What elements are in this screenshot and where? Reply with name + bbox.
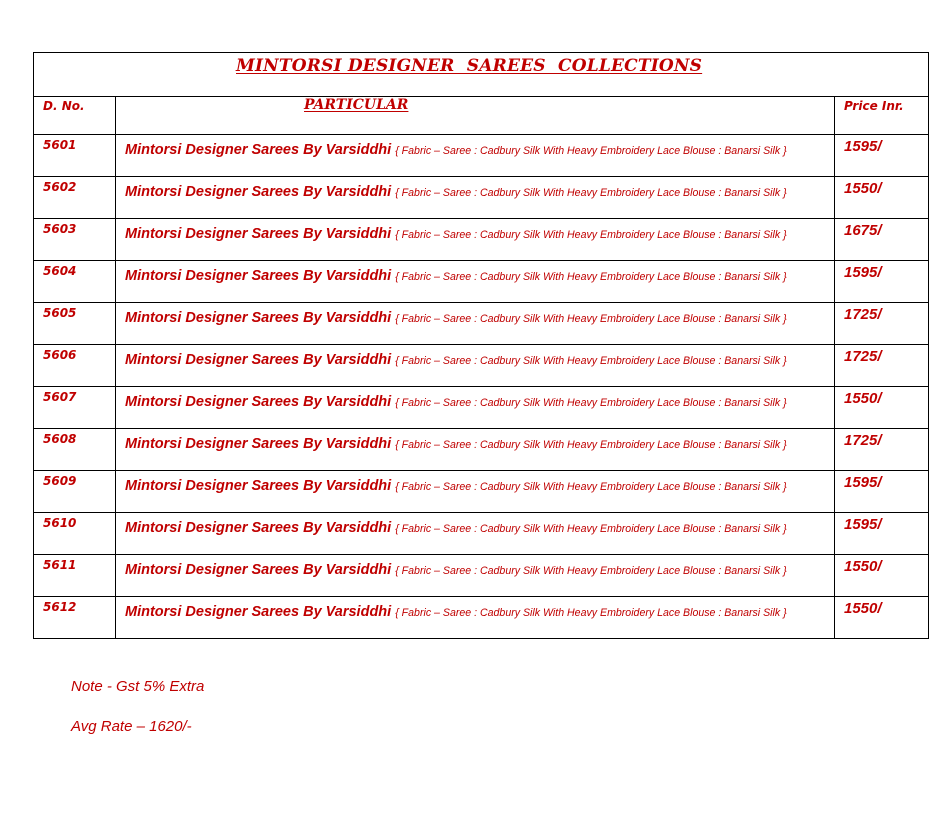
dno-cell [34, 597, 116, 639]
gst-note: Note - Gst 5% Extra [71, 678, 205, 695]
dno-cell [34, 471, 116, 513]
design-number: 5601 [43, 138, 77, 152]
design-number: 5605 [43, 306, 77, 320]
design-number: 5604 [43, 264, 77, 278]
price-value: 1725/ [844, 348, 882, 365]
table-row [34, 513, 929, 555]
dno-cell [34, 177, 116, 219]
dno-cell [34, 219, 116, 261]
particular-cell [116, 135, 835, 177]
fabric-description: { Fabric – Saree : Cadbury Silk With Heavy Embroidery Lace Blouse : Banarsi Silk } [395, 271, 787, 283]
design-number: 5606 [43, 348, 77, 362]
fabric-description: { Fabric – Saree : Cadbury Silk With Heavy Embroidery Lace Blouse : Banarsi Silk } [395, 397, 787, 409]
particular-cell [116, 387, 835, 429]
product-name: Mintorsi Designer Sarees By Varsiddhi [125, 142, 392, 158]
table-row [34, 429, 929, 471]
particular-text [116, 387, 834, 410]
page-title: MINTORSI DESIGNER SAREES COLLECTIONS [236, 56, 703, 76]
particular-cell [116, 555, 835, 597]
price-value: 1550/ [844, 180, 882, 197]
header-cell-dno [34, 97, 116, 135]
fabric-description: { Fabric – Saree : Cadbury Silk With Heavy Embroidery Lace Blouse : Banarsi Silk } [395, 439, 787, 451]
fabric-description: { Fabric – Saree : Cadbury Silk With Heavy Embroidery Lace Blouse : Banarsi Silk } [395, 229, 787, 241]
particular-cell [116, 429, 835, 471]
table-row [34, 555, 929, 597]
fabric-description: { Fabric – Saree : Cadbury Silk With Heavy Embroidery Lace Blouse : Banarsi Silk } [395, 607, 787, 619]
table-row [34, 219, 929, 261]
header-cell-price [835, 97, 929, 135]
product-name: Mintorsi Designer Sarees By Varsiddhi [125, 226, 392, 242]
particular-cell [116, 219, 835, 261]
price-value: 1675/ [844, 222, 882, 239]
fabric-description: { Fabric – Saree : Cadbury Silk With Heavy Embroidery Lace Blouse : Banarsi Silk } [395, 523, 787, 535]
particular-cell [116, 177, 835, 219]
dno-cell [34, 555, 116, 597]
price-table [33, 52, 929, 639]
particular-text [116, 261, 834, 284]
particular-cell [116, 345, 835, 387]
title-cell [34, 53, 929, 97]
table-row [34, 261, 929, 303]
avg-rate-note: Avg Rate – 1620/- [71, 718, 192, 735]
price-cell [835, 429, 929, 471]
particular-text [116, 555, 834, 578]
particular-text [116, 135, 834, 158]
price-cell [835, 513, 929, 555]
price-cell [835, 471, 929, 513]
design-number: 5612 [43, 600, 77, 614]
particular-cell [116, 471, 835, 513]
fabric-description: { Fabric – Saree : Cadbury Silk With Heavy Embroidery Lace Blouse : Banarsi Silk } [395, 145, 787, 157]
product-name: Mintorsi Designer Sarees By Varsiddhi [125, 520, 392, 536]
particular-text [116, 303, 834, 326]
design-number: 5607 [43, 390, 77, 404]
particular-cell [116, 261, 835, 303]
price-cell [835, 555, 929, 597]
table-row [34, 597, 929, 639]
product-name: Mintorsi Designer Sarees By Varsiddhi [125, 310, 392, 326]
dno-cell [34, 303, 116, 345]
particular-text [116, 471, 834, 494]
price-cell [835, 177, 929, 219]
table-row [34, 471, 929, 513]
table-row [34, 387, 929, 429]
particular-text [116, 513, 834, 536]
dno-cell [34, 513, 116, 555]
product-name: Mintorsi Designer Sarees By Varsiddhi [125, 184, 392, 200]
table-row [34, 345, 929, 387]
particular-text [116, 597, 834, 620]
fabric-description: { Fabric – Saree : Cadbury Silk With Heavy Embroidery Lace Blouse : Banarsi Silk } [395, 481, 787, 493]
price-value: 1595/ [844, 138, 882, 155]
price-cell [835, 303, 929, 345]
price-list-sheet [33, 52, 928, 639]
price-cell [835, 135, 929, 177]
price-value: 1595/ [844, 474, 882, 491]
design-number: 5611 [43, 558, 77, 572]
particular-text [116, 177, 834, 200]
product-name: Mintorsi Designer Sarees By Varsiddhi [125, 352, 392, 368]
price-value: 1595/ [844, 516, 882, 533]
price-value: 1550/ [844, 558, 882, 575]
price-cell [835, 597, 929, 639]
table-row [34, 177, 929, 219]
price-value: 1725/ [844, 306, 882, 323]
header-row [34, 97, 929, 135]
price-cell [835, 261, 929, 303]
column-header-price: Price Inr. [844, 99, 904, 113]
design-number: 5610 [43, 516, 77, 530]
product-name: Mintorsi Designer Sarees By Varsiddhi [125, 604, 392, 620]
product-name: Mintorsi Designer Sarees By Varsiddhi [125, 436, 392, 452]
price-cell [835, 219, 929, 261]
design-number: 5608 [43, 432, 77, 446]
particular-text [116, 345, 834, 368]
column-header-dno: D. No. [43, 99, 85, 113]
particular-cell [116, 597, 835, 639]
dno-cell [34, 261, 116, 303]
price-value: 1725/ [844, 432, 882, 449]
header-cell-particular [116, 97, 835, 135]
table-row [34, 303, 929, 345]
column-header-particular: PARTICULAR [304, 97, 409, 113]
price-value: 1550/ [844, 390, 882, 407]
particular-text [116, 429, 834, 452]
table-row [34, 135, 929, 177]
price-cell [835, 387, 929, 429]
price-value: 1550/ [844, 600, 882, 617]
design-number: 5609 [43, 474, 77, 488]
design-number: 5602 [43, 180, 77, 194]
product-name: Mintorsi Designer Sarees By Varsiddhi [125, 268, 392, 284]
fabric-description: { Fabric – Saree : Cadbury Silk With Heavy Embroidery Lace Blouse : Banarsi Silk } [395, 355, 787, 367]
dno-cell [34, 135, 116, 177]
fabric-description: { Fabric – Saree : Cadbury Silk With Heavy Embroidery Lace Blouse : Banarsi Silk } [395, 313, 787, 325]
design-number: 5603 [43, 222, 77, 236]
title-row [34, 53, 929, 97]
particular-cell [116, 303, 835, 345]
particular-cell [116, 513, 835, 555]
dno-cell [34, 387, 116, 429]
particular-text [116, 219, 834, 242]
product-name: Mintorsi Designer Sarees By Varsiddhi [125, 478, 392, 494]
fabric-description: { Fabric – Saree : Cadbury Silk With Heavy Embroidery Lace Blouse : Banarsi Silk } [395, 187, 787, 199]
price-cell [835, 345, 929, 387]
product-name: Mintorsi Designer Sarees By Varsiddhi [125, 394, 392, 410]
dno-cell [34, 429, 116, 471]
fabric-description: { Fabric – Saree : Cadbury Silk With Heavy Embroidery Lace Blouse : Banarsi Silk } [395, 565, 787, 577]
dno-cell [34, 345, 116, 387]
product-name: Mintorsi Designer Sarees By Varsiddhi [125, 562, 392, 578]
price-value: 1595/ [844, 264, 882, 281]
